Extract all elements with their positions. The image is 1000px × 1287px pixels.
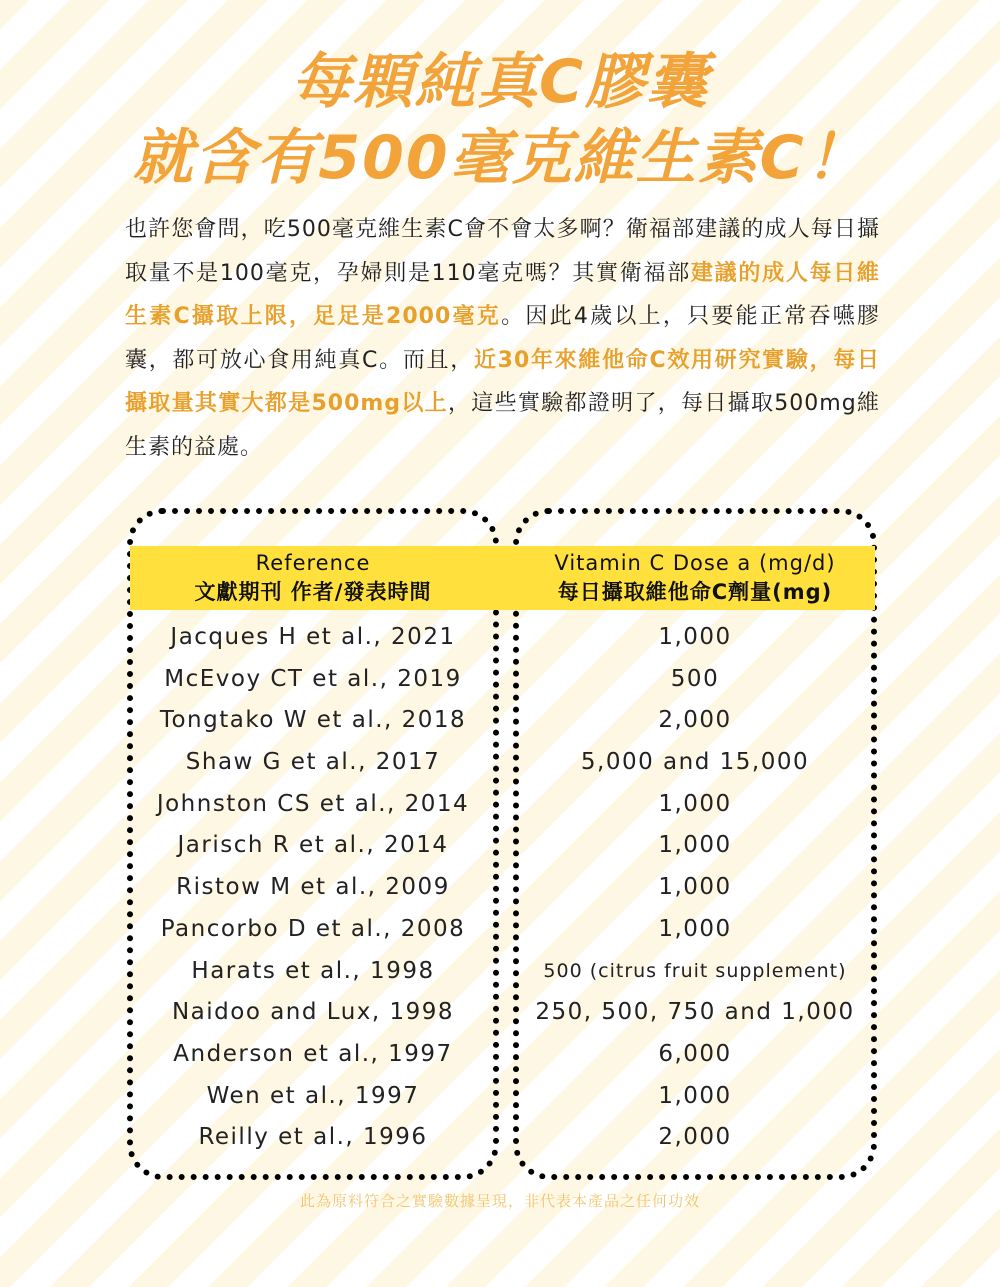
reference-header-zh: 文獻期刊 作者/發表時間 <box>194 580 432 604</box>
reference-cell: Anderson et al., 1997 <box>173 1040 453 1067</box>
dose-column-header <box>516 549 874 607</box>
reference-cell: Harats et al., 1998 <box>191 957 435 984</box>
dose-header-en: Vitamin C Dose a (mg/d) <box>554 551 836 575</box>
dose-header-zh: 每日攝取維他命C劑量(mg) <box>557 580 833 604</box>
dose-cell: 1,000 <box>658 832 732 859</box>
reference-cell: Ristow M et al., 2009 <box>176 874 450 901</box>
dose-cell: 500 <box>670 665 720 692</box>
reference-cell: Jarisch R et al., 2014 <box>177 832 449 859</box>
intro-highlight-1: 建議的成人每日維生素C攝取上限，足足是2000毫克 <box>125 260 880 329</box>
intro-text-3: ，這些實驗都證明了，每日攝取500mg維生素的益處。 <box>125 391 880 460</box>
dose-cell: 250, 500, 750 and 1,000 <box>535 999 855 1026</box>
dose-cell: 6,000 <box>658 1040 732 1067</box>
page-title-line-2: 就含有500毫克維生素C！ <box>132 123 868 193</box>
reference-cell: Pancorbo D et al., 2008 <box>160 915 466 942</box>
dose-cell: 2,000 <box>658 1124 732 1151</box>
dose-cell: 1,000 <box>658 624 732 650</box>
dose-cell: 5,000 and 15,000 <box>580 749 810 776</box>
intro-text-2: 。因此4歲以上，只要能正常吞嚥膠囊，都可放心食用純真C。而且， <box>125 304 880 373</box>
reference-column-header <box>130 549 496 607</box>
reference-cell: Wen et al., 1997 <box>206 1082 420 1109</box>
dose-cell: 1,000 <box>658 790 732 817</box>
reference-cell: Jacques H et al., 2021 <box>170 624 456 650</box>
reference-cell: Tongtako W et al., 2018 <box>159 707 467 734</box>
reference-cell: Shaw G et al., 2017 <box>185 749 441 776</box>
reference-cell: Naidoo and Lux, 1998 <box>171 999 455 1026</box>
dose-cell: 2,000 <box>658 707 732 734</box>
intro-text-1: 也許您會問，吃500毫克維生素C會不會太多啊？衛福部建議的成人每日攝取量不是100毫克，孕婦則是110毫克嗎？其實衛福部 <box>125 217 880 286</box>
dose-cell: 1,000 <box>658 1082 732 1109</box>
intro-paragraph <box>125 208 880 469</box>
intro-highlight-2: 近30年來維他命C效用研究實驗，每日攝取量其實大都是500mg以上 <box>125 347 880 416</box>
reference-list <box>130 617 496 1159</box>
dose-cell: 1,000 <box>658 915 732 942</box>
dose-cell: 1,000 <box>658 874 732 901</box>
page-title-line-1: 每顆純真C膠囊 <box>290 47 710 117</box>
dose-list <box>516 617 874 1159</box>
reference-cell: Johnston CS et al., 2014 <box>156 790 470 817</box>
disclaimer-footnote: 此為原料符合之實驗數據呈現，非代表本產品之任何功效 <box>299 1192 700 1210</box>
reference-header-en: Reference <box>255 551 371 575</box>
reference-cell: McEvoy CT et al., 2019 <box>164 665 462 692</box>
reference-cell: Reilly et al., 1996 <box>198 1124 428 1151</box>
dose-cell: 500 (citrus fruit supplement) <box>543 959 847 982</box>
